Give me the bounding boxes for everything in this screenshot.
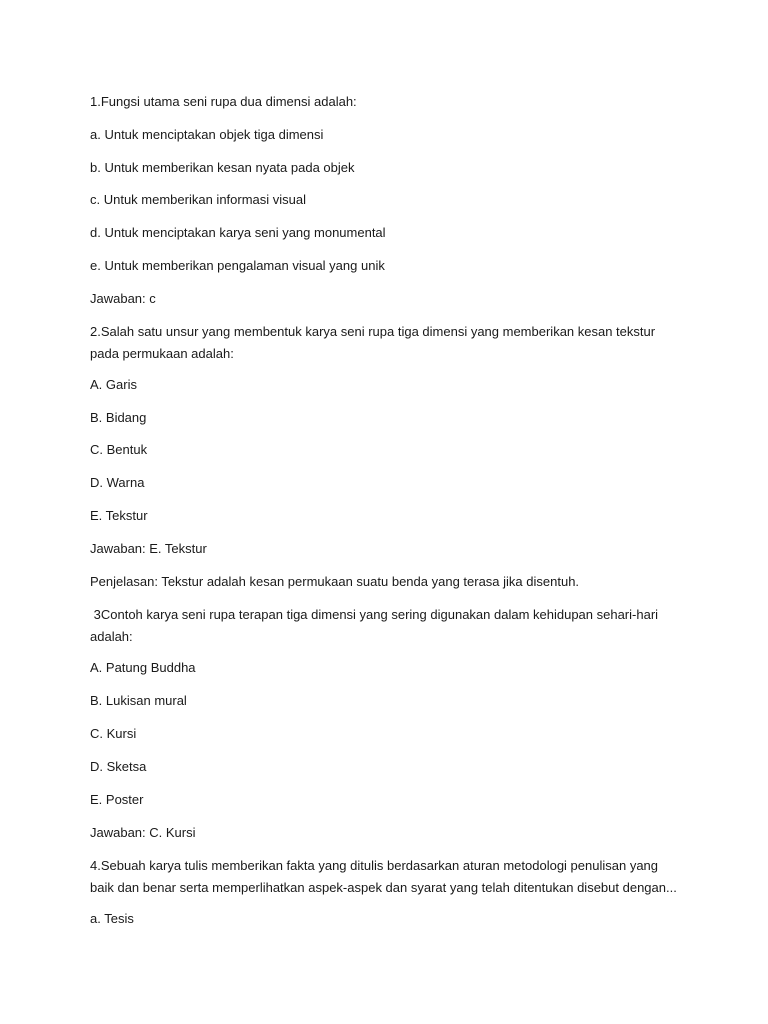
question-3-option-b: B. Lukisan mural	[90, 693, 187, 708]
question-1-option-e: e. Untuk memberikan pengalaman visual yang unik	[90, 258, 385, 273]
question-4-option-a: a. Tesis	[90, 911, 134, 926]
question-2-option-d: D. Warna	[90, 475, 145, 490]
question-1-option-b: b. Untuk memberikan kesan nyata pada objek	[90, 160, 355, 175]
question-2-option-b: B. Bidang	[90, 410, 147, 425]
question-3-option-e: E. Poster	[90, 792, 144, 807]
question-1-prompt: 1.Fungsi utama seni rupa dua dimensi adalah:	[90, 94, 357, 109]
question-1-option-a: a. Untuk menciptakan objek tiga dimensi	[90, 127, 324, 142]
question-1-option-c: c. Untuk memberikan informasi visual	[90, 192, 307, 207]
question-3-option-d: D. Sketsa	[90, 759, 147, 774]
question-2-answer: Jawaban: E. Tekstur	[90, 541, 207, 556]
question-3-prompt: 3Contoh karya seni rupa terapan tiga dimensi yang sering digunakan dalam kehidupan sehari-hari adalah:	[90, 607, 662, 644]
question-4-prompt: 4.Sebuah karya tulis memberikan fakta yang ditulis berdasarkan aturan metodologi penulisan yang baik dan benar serta memperlihatkan aspek-aspek dan syarat yang telah ditentukan disebut dengan...	[90, 858, 677, 895]
question-3-option-a: A. Patung Buddha	[90, 660, 196, 675]
question-2-option-a: A. Garis	[90, 377, 137, 392]
question-1-answer: Jawaban: c	[90, 291, 156, 306]
question-3-option-c: C. Kursi	[90, 726, 137, 741]
question-2-prompt: 2.Salah satu unsur yang membentuk karya seni rupa tiga dimensi yang memberikan kesan tekstur pada permukaan adalah:	[90, 324, 656, 361]
question-2-explanation: Penjelasan: Tekstur adalah kesan permukaan suatu benda yang terasa jika disentuh.	[90, 574, 580, 589]
question-1-option-d: d. Untuk menciptakan karya seni yang monumental	[90, 225, 386, 240]
question-3-answer: Jawaban: C. Kursi	[90, 825, 196, 840]
question-2-option-e: E. Tekstur	[90, 508, 148, 523]
question-2-option-c: C. Bentuk	[90, 442, 148, 457]
